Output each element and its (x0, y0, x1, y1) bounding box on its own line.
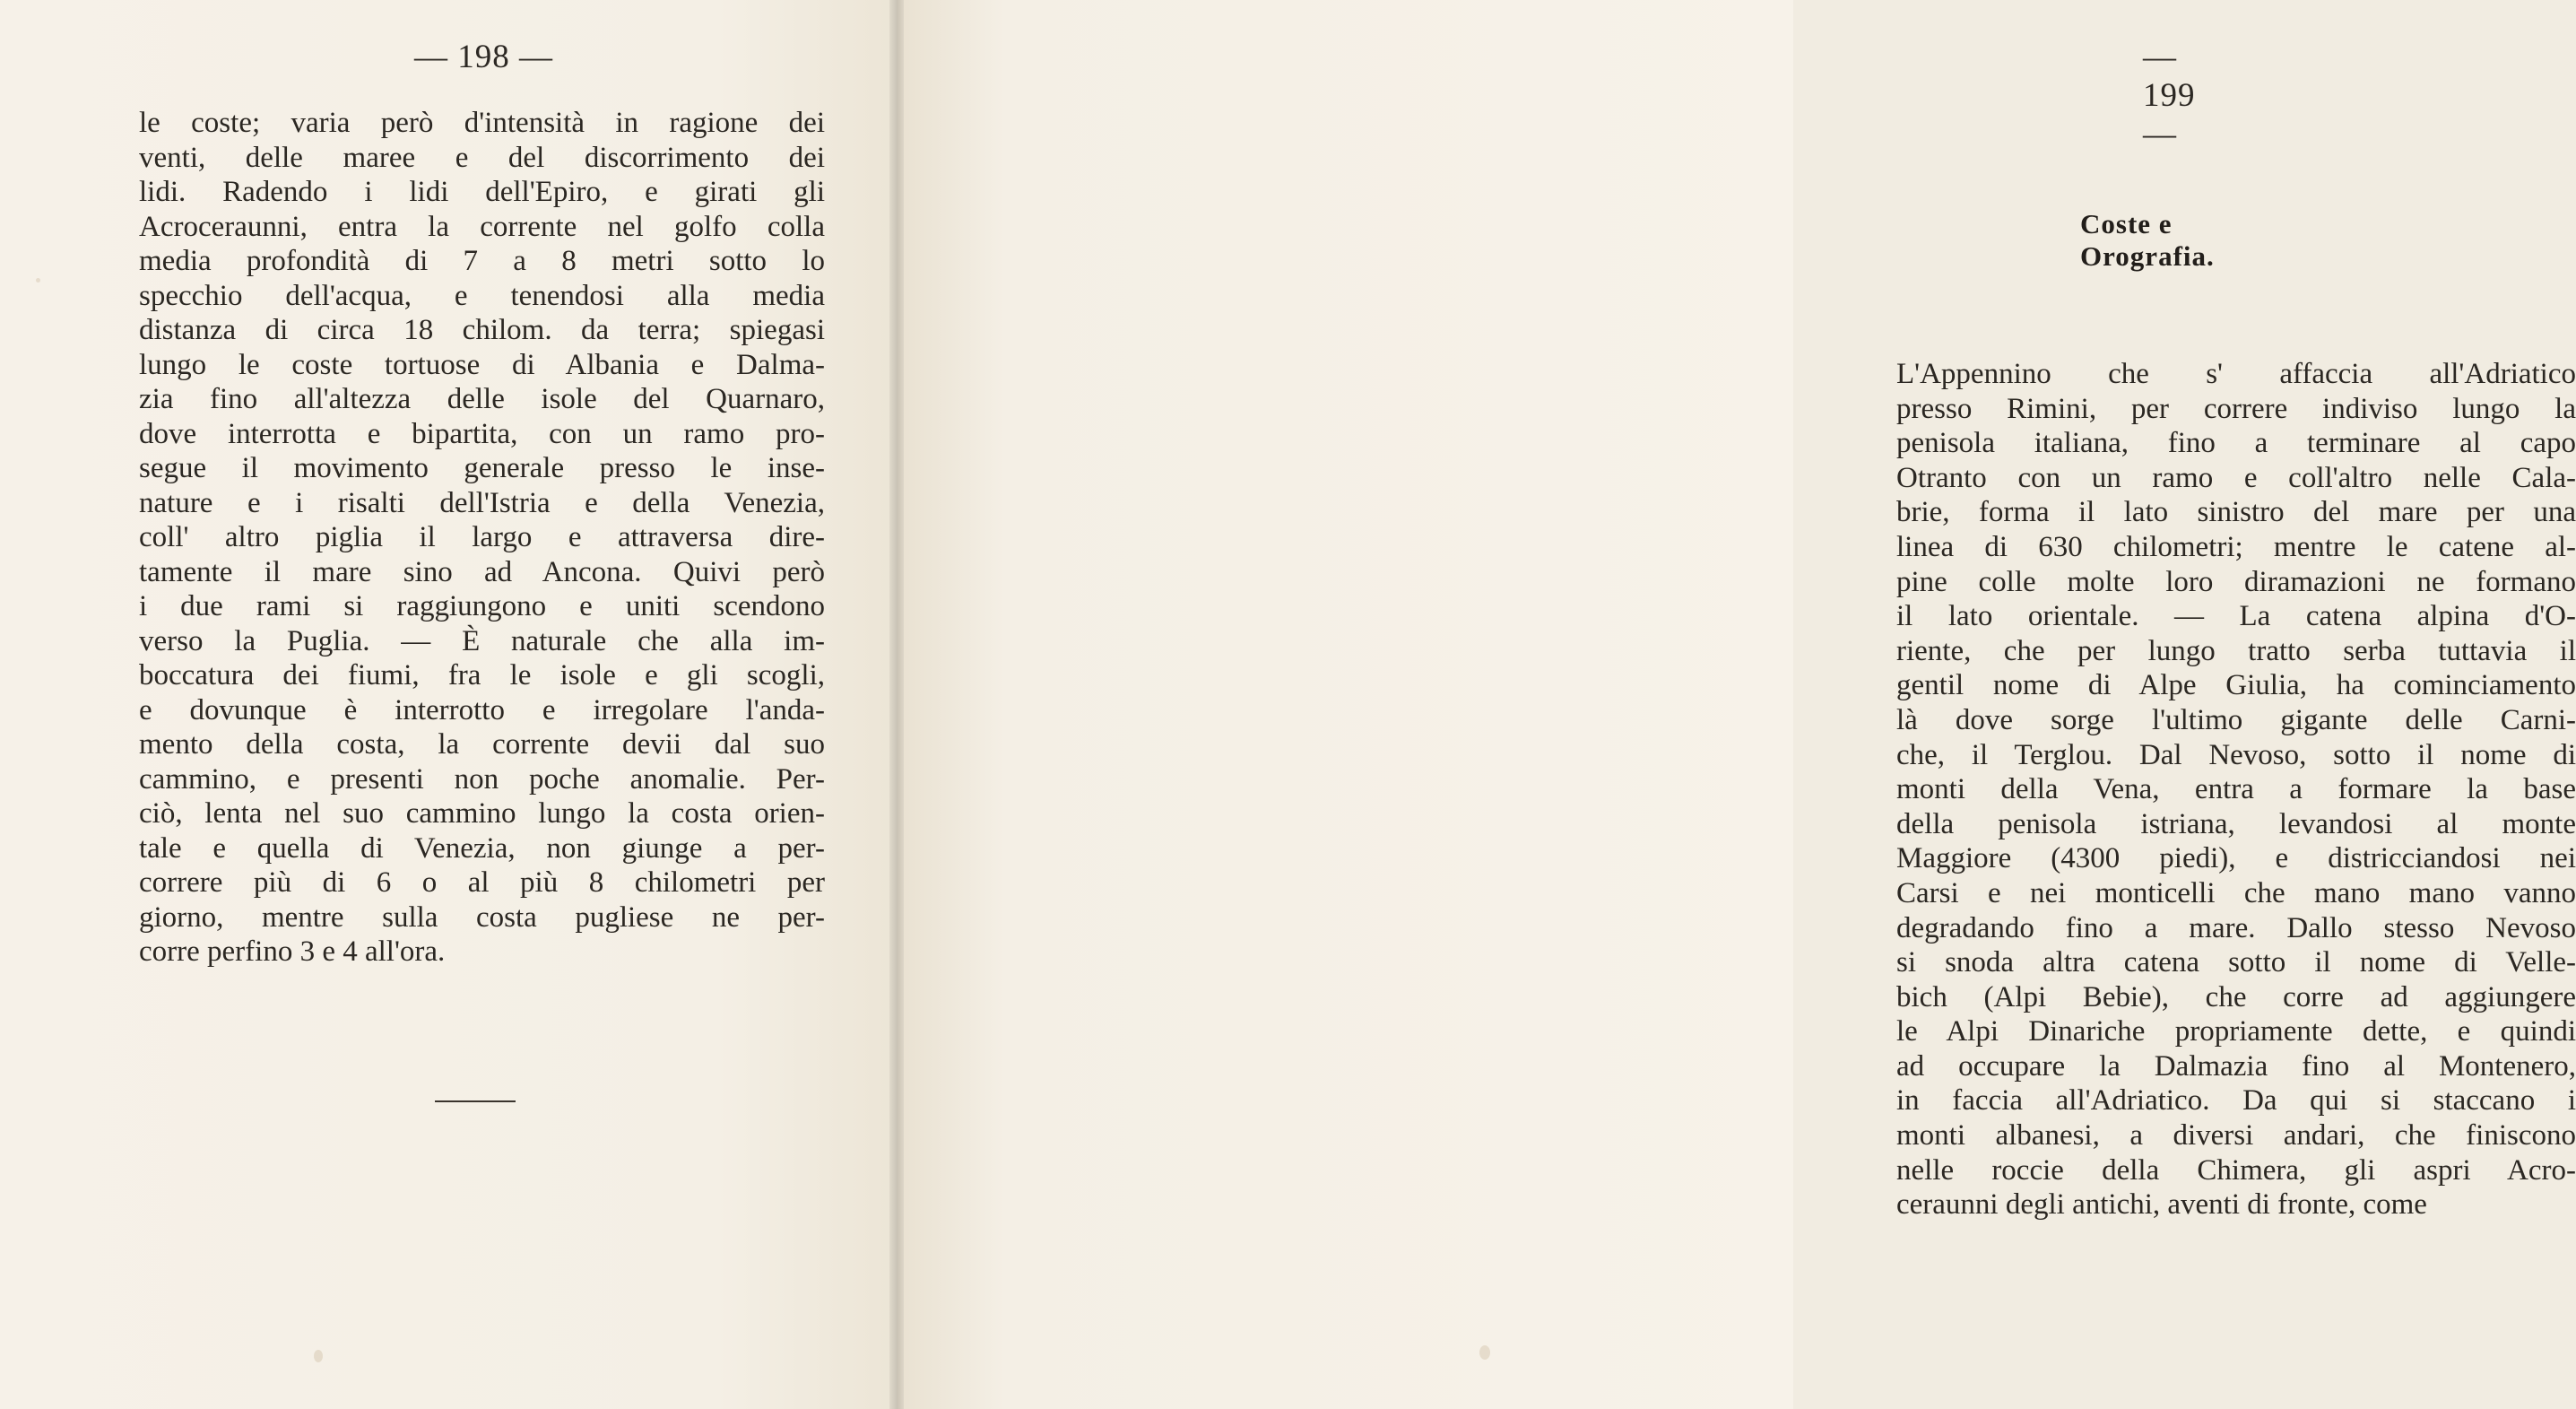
text-line: le Alpi Dinariche propriamente dette, e quindi (1896, 1015, 2576, 1048)
text-line: penisola italiana, fino a terminare al capo (1896, 427, 2576, 460)
text-line: tale e quella di Venezia, non giunge a per- (139, 831, 825, 865)
text-line: linea di 630 chilometri; mentre le catene al- (1896, 530, 2576, 563)
right-page (897, 0, 2576, 1409)
text-line: zia fino all'altezza delle isole del Quarnaro, (139, 383, 825, 415)
text-line: ciò, lenta nel suo cammino lungo la costa orien- (139, 797, 825, 830)
text-line: monti della Vena, entra a formare la base (1896, 773, 2576, 806)
end-of-section-rule (435, 1100, 516, 1102)
text-line: giorno, mentre sulla costa pugliese ne per- (139, 900, 825, 934)
text-line: ceraunni degli antichi, aventi di fronte, come (1896, 1188, 2427, 1222)
text-line: i due rami si raggiungono e uniti scendono (139, 590, 825, 622)
paper-spot (36, 278, 40, 283)
text-line: in faccia all'Adriatico. Da qui si staccano i (1896, 1084, 2576, 1118)
text-line: correre più di 6 o al più 8 chilometri per (139, 866, 825, 899)
text-line: della penisola istriana, levandosi al monte (1896, 807, 2576, 840)
text-line: segue il movimento generale presso le inse- (139, 452, 825, 484)
text-line: media profondità di 7 a 8 metri sotto lo (139, 245, 825, 277)
text-line: mento della costa, la corrente devii dal suo (139, 728, 825, 761)
left-page-body (139, 106, 825, 970)
page-number-198: — 198 — (414, 39, 553, 75)
text-line: nature e i risalti dell'Istria e della Venezia, (139, 486, 825, 519)
left-page (0, 0, 897, 1409)
text-line: Carsi e nei monticelli che mano mano vanno (1896, 876, 2576, 909)
right-page-body (1896, 357, 2576, 1222)
text-line: presso Rimini, per correre indiviso lungo la (1896, 392, 2576, 425)
text-line: dove interrotta e bipartita, con un ramo pro- (139, 417, 825, 450)
text-line: le coste; varia però d'intensità in ragione dei (139, 107, 825, 139)
text-line: L'Appennino che s' affaccia all'Adriatico (1896, 358, 2576, 390)
text-line: lidi. Radendo i lidi dell'Epiro, e girati gli (139, 176, 825, 208)
paper-spot (314, 1350, 323, 1362)
text-line: il lato orientale. — La catena alpina d'O- (1896, 600, 2576, 633)
text-line: degradando fino a mare. Dallo stesso Nevoso (1896, 911, 2576, 944)
text-line: specchio dell'acqua, e tenendosi alla media (139, 279, 825, 312)
text-line: Maggiore (4300 piedi), e districciandosi nei (1896, 842, 2576, 875)
book-gutter (889, 0, 904, 1409)
text-line: corre perfino 3 e 4 all'ora. (139, 935, 446, 968)
text-line: distanza di circa 18 chilom. da terra; spiegasi (139, 314, 825, 346)
text-line: bich (Alpi Bebie), che corre ad aggiungere (1896, 980, 2576, 1013)
text-line: riente, che per lungo tratto serba tuttavia il (1896, 634, 2576, 667)
text-line: e dovunque è interrotto e irregolare l'anda- (139, 693, 825, 726)
text-line: coll' altro piglia il largo e attraversa dire- (139, 521, 825, 553)
text-line: là dove sorge l'ultimo gigante delle Carni- (1896, 703, 2576, 736)
text-line: lungo le coste tortuose di Albania e Dalma- (139, 348, 825, 381)
paper-spot (1479, 1345, 1490, 1360)
text-line: brie, forma il lato sinistro del mare per una (1896, 496, 2576, 529)
text-line: nelle roccie della Chimera, gli aspri Acro- (1896, 1153, 2576, 1187)
text-line: gentil nome di Alpe Giulia, ha cominciamento (1896, 669, 2576, 702)
section-title: Coste e Orografia. (2080, 208, 2215, 272)
text-line: Otranto con un ramo e coll'altro nelle Cala- (1896, 461, 2576, 494)
text-line: monti albanesi, a diversi andari, che finiscono (1896, 1119, 2576, 1152)
text-line: cammino, e presenti non poche anomalie. Per- (139, 762, 825, 796)
text-line: che, il Terglou. Dal Nevoso, sotto il nome di (1896, 738, 2576, 771)
text-line: ad occupare la Dalmazia fino al Montenero, (1896, 1049, 2576, 1083)
text-line: boccatura dei fiumi, fra le isole e gli scogli, (139, 659, 825, 691)
text-line: pine colle molte loro diramazioni ne formano (1896, 565, 2576, 598)
text-line: venti, delle maree e del discorrimento dei (139, 141, 825, 174)
page-number-199: — 199 — (2143, 39, 2196, 152)
text-line: verso la Puglia. — È naturale che alla im- (139, 624, 825, 657)
text-line: si snoda altra catena sotto il nome di Velle- (1896, 946, 2576, 979)
text-line: Acroceraunni, entra la corrente nel golfo colla (139, 210, 825, 243)
text-line: tamente il mare sino ad Ancona. Quivi però (139, 555, 825, 588)
